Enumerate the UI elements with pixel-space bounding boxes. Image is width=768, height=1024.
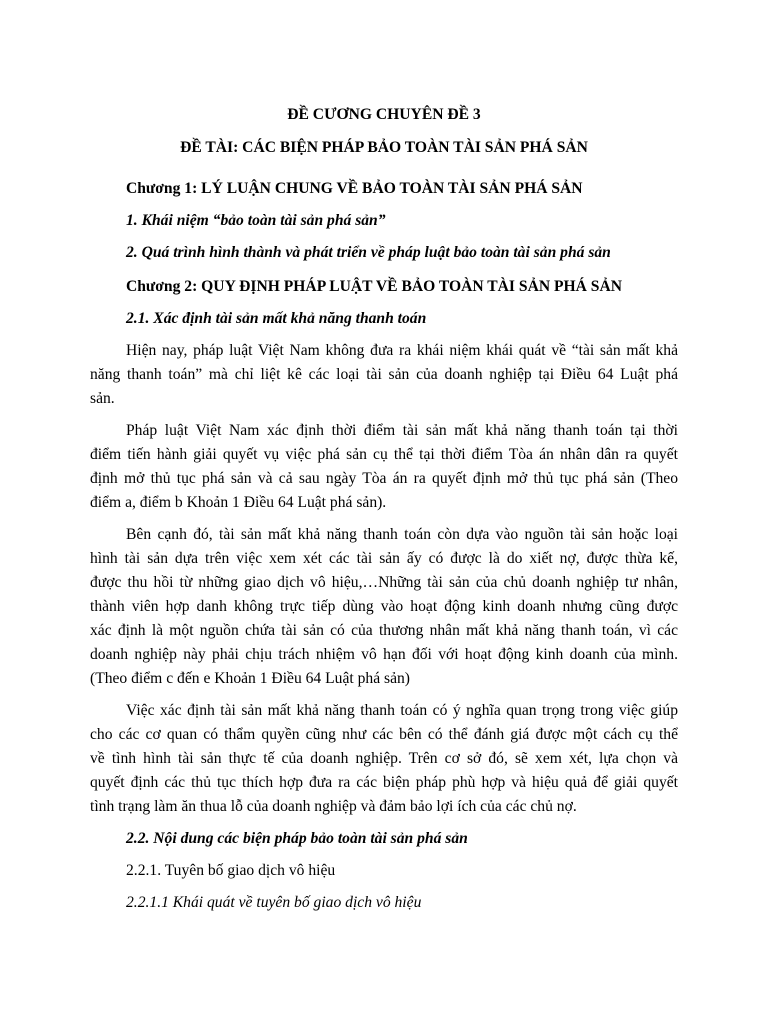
paragraph-3 xyxy=(90,523,678,691)
chapter-2-heading: Chương 2: QUY ĐỊNH PHÁP LUẬT VỀ BẢO TOÀN TÀI SẢN PHÁ SẢN xyxy=(126,278,622,295)
paragraph-line: Bên cạnh đó, tài sản mất khả năng thanh toán còn dựa vào nguồn tài sản hoặc loại xyxy=(126,526,678,543)
paragraph-line: Pháp luật Việt Nam xác định thời điểm tài sản mất khả năng thanh toán tại thời xyxy=(126,422,678,439)
section-1-heading: 1. Khái niệm “bảo toàn tài sản phá sản” xyxy=(126,212,386,229)
paragraph-4 xyxy=(90,699,678,819)
paragraph-line: điểm a, điểm b Khoản 1 Điều 64 Luật phá sản). xyxy=(90,494,387,511)
document-title: ĐỀ CƯƠNG CHUYÊN ĐỀ 3 xyxy=(287,106,481,123)
paragraph-line: tình trạng làm ăn thua lỗ của doanh nghiệp và đảm bảo lợi ích của các chủ nợ. xyxy=(90,798,577,815)
paragraph-1 xyxy=(90,339,678,411)
paragraph-line: hình tài sản dựa trên việc xem xét các tài sản ấy có được là do xiết nợ, được thừa kế, xyxy=(90,550,678,567)
paragraph-line: (Theo điểm c đến e Khoản 1 Điều 64 Luật phá sản) xyxy=(90,670,410,687)
chapter-1-heading: Chương 1: LÝ LUẬN CHUNG VỀ BẢO TOÀN TÀI SẢN PHÁ SẢN xyxy=(126,180,583,197)
paragraph-line: thành viên hợp danh không trực tiếp dùng vào hoạt động kinh doanh nhưng cũng được xyxy=(90,598,678,615)
paragraph-line: Việc xác định tài sản mất khả năng thanh toán có ý nghĩa quan trọng trong việc giúp xyxy=(126,702,678,719)
paragraph-line: doanh nghiệp này phải chịu trách nhiệm vô hạn đối với hoạt động kinh doanh của mình. xyxy=(90,646,678,663)
section-2-1-heading: 2.1. Xác định tài sản mất khả năng thanh toán xyxy=(126,310,427,327)
paragraph-line: xác định là một nguồn chứa tài sản có của thương nhân mất khả năng thanh toán, vì các xyxy=(90,622,678,639)
paragraph-line: năng thanh toán” mà chỉ liệt kê các loại tài sản của doanh nghiệp tại Điều 64 Luật phá xyxy=(90,366,678,383)
section-2-2-1-heading: 2.2.1. Tuyên bố giao dịch vô hiệu xyxy=(126,862,336,879)
paragraph-line: về tình hình tài sản thực tế của doanh nghiệp. Trên cơ sở đó, sẽ xem xét, lựa chọn và xyxy=(90,750,678,767)
paragraph-line: điểm tiến hành giải quyết vụ việc phá sản cụ thể tại thời điểm Tòa án nhân dân ra quyết xyxy=(90,446,678,463)
paragraph-line: định mở thủ tục phá sản và cả sau ngày Tòa án ra quyết định mở thủ tục phá sản (Theo xyxy=(90,470,678,487)
paragraph-line: được thu hồi từ những giao dịch vô hiệu,…Những tài sản của chủ doanh nghiệp tư nhân, xyxy=(90,574,678,591)
paragraph-2 xyxy=(90,419,678,515)
paragraph-line: cho các cơ quan có thẩm quyền cũng như các bên có thể đánh giá được một cách cụ thể xyxy=(90,726,678,743)
section-2-2-heading: 2.2. Nội dung các biện pháp bảo toàn tài sản phá sản xyxy=(126,830,468,847)
paragraph-line: sản. xyxy=(90,390,115,407)
paragraph-line: quyết định các thủ tục thích hợp đưa ra các biện pháp phù hợp và hiệu quả để giải quyết xyxy=(90,774,678,791)
paragraph-line: Hiện nay, pháp luật Việt Nam không đưa ra khái niệm khái quát về “tài sản mất khả xyxy=(126,342,678,359)
section-2-heading: 2. Quá trình hình thành và phát triển về pháp luật bảo toàn tài sản phá sản xyxy=(126,244,611,261)
document-subtitle: ĐỀ TÀI: CÁC BIỆN PHÁP BẢO TOÀN TÀI SẢN PHÁ SẢN xyxy=(180,139,588,156)
section-2-2-1-1-heading: 2.2.1.1 Khái quát về tuyên bố giao dịch vô hiệu xyxy=(126,894,422,911)
